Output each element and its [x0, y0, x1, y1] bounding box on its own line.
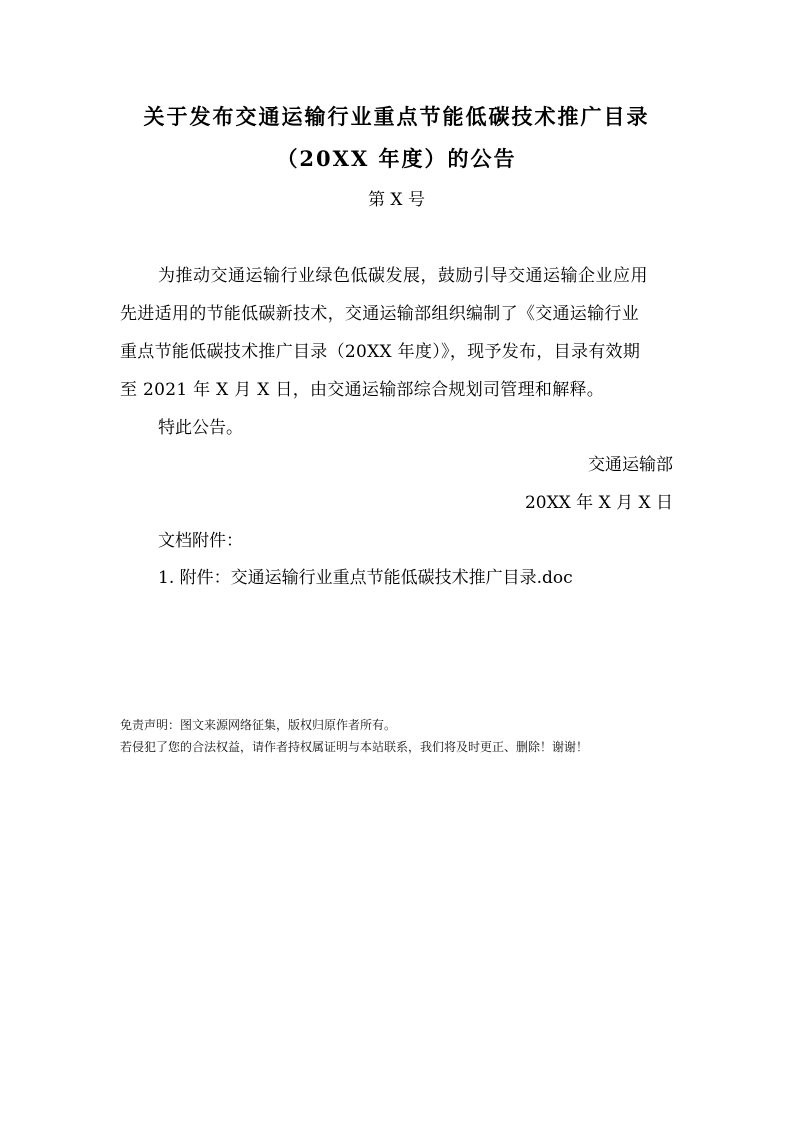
disclaimer-line-1: 免责声明：图文来源网络征集，版权归原作者所有。 — [120, 718, 397, 732]
paragraph-line-4: 至 2021 年 X 月 X 日，由交通运输部综合规划司管理和解释。 — [120, 380, 605, 400]
closing-statement: 特此公告。 — [158, 418, 243, 438]
document-title-line-1: 关于发布交通运输行业重点节能低碳技术推广目录 — [143, 104, 650, 129]
attachments-label: 文档附件： — [158, 531, 243, 551]
document-title-line-2: （20XX 年度）的公告 — [276, 146, 517, 171]
signature-organization: 交通运输部 — [588, 455, 673, 475]
paragraph-line-3: 重点节能低碳技术推广目录（20XX 年度）》，现予发布，目录有效期 — [120, 342, 641, 362]
paragraph-line-2: 先进适用的节能低碳新技术，交通运输部组织编制了《交通运输行业 — [120, 304, 639, 324]
signature-date: 20XX 年 X 月 X 日 — [524, 493, 673, 513]
attachment-link[interactable]: 1. 附件：交通运输行业重点节能低碳技术推广目录.doc — [158, 568, 573, 588]
document-number: 第 X 号 — [368, 190, 425, 210]
disclaimer-line-2: 若侵犯了您的合法权益，请作者持权属证明与本站联系，我们将及时更正、删除！谢谢！ — [120, 740, 589, 754]
paragraph-line-1: 为推动交通运输行业绿色低碳发展，鼓励引导交通运输企业应用 — [158, 266, 648, 286]
